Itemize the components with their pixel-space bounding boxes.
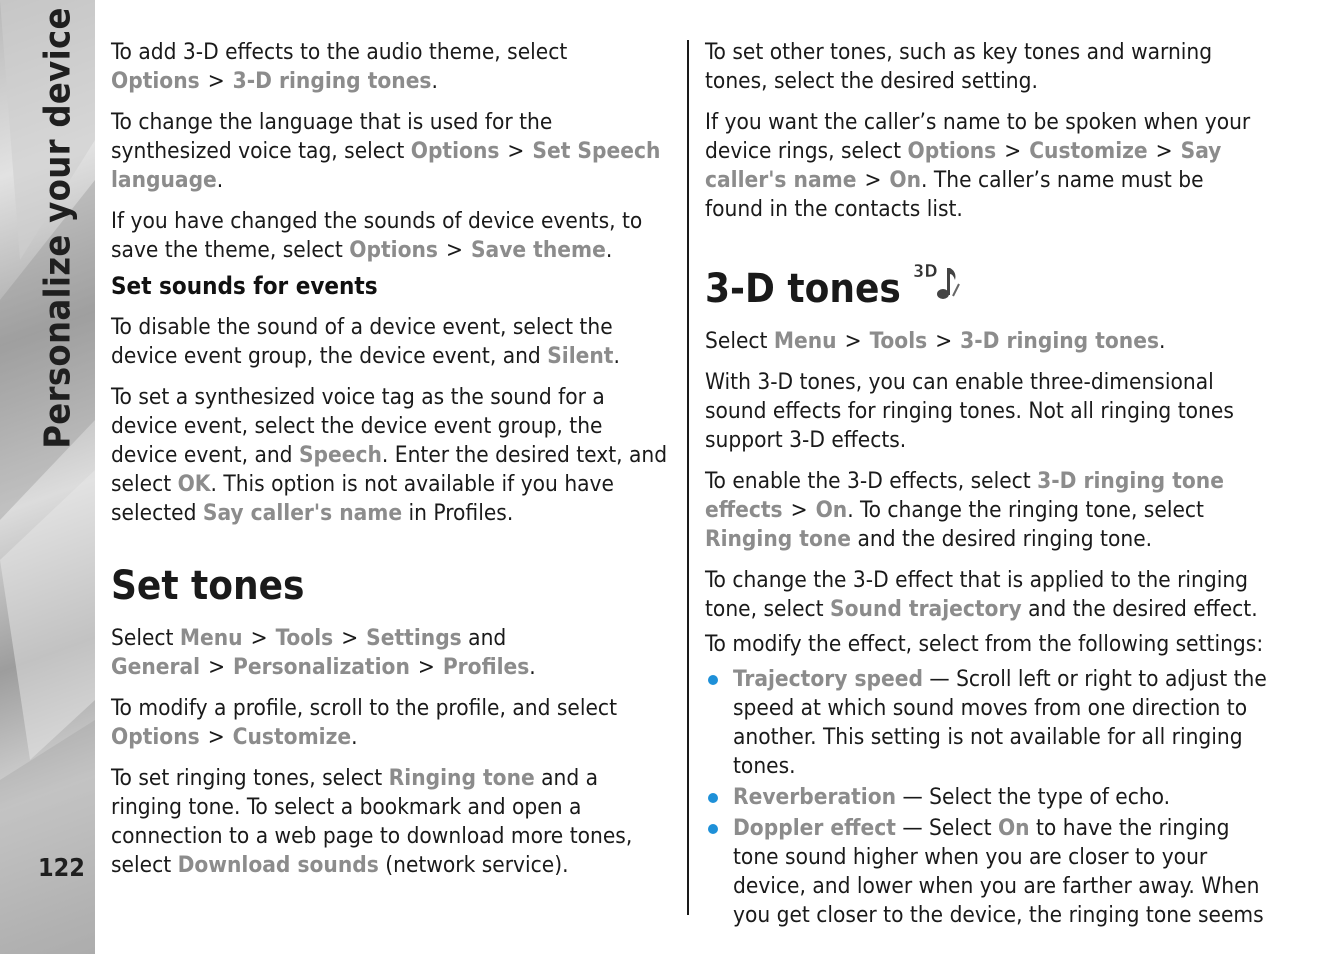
paragraph: Select Menu > Tools > Settings and General > Personalization > Profiles. (111, 625, 536, 680)
page-number: 122 (38, 853, 85, 882)
paragraph: If you have changed the sounds of device events, to save the theme, select Options > Save theme. (111, 208, 643, 263)
list-item: Reverberation — Select the type of echo. (705, 783, 1267, 812)
left-column (111, 38, 673, 892)
list-item: Trajectory speed — Scroll left or right to adjust the speed at which sound moves from one direction to another. This setting is not available for all ringing tones. (705, 665, 1267, 781)
paragraph: To modify a profile, scroll to the profile, and select Options > Customize. (111, 695, 617, 750)
paragraph: Select Menu > Tools > 3-D ringing tones. (705, 328, 1166, 354)
3d-tone-icon (913, 258, 961, 306)
paragraph: To add 3-D effects to the audio theme, select Options > 3-D ringing tones. (111, 39, 568, 94)
section-title: Personalize your device (37, 7, 79, 449)
paragraph: To disable the sound of a device event, select the device event group, the device event, and Silent. (111, 314, 620, 369)
heading-3d-tones (705, 258, 1267, 313)
paragraph: To enable the 3-D effects, select 3-D ringing tone effects > On. To change the ringing tone, select Ringing tone and the desired ringing tone. (705, 468, 1224, 552)
paragraph: If you want the caller’s name to be spoken when your device rings, select Options > Customize > Say caller's name > On. The caller’s name must be found in the contacts list. (705, 109, 1251, 222)
column-divider (687, 40, 689, 915)
paragraph: To set ringing tones, select Ringing tone and a ringing tone. To select a bookmark and open a connection to a web page to download more tones, select Download sounds (network service). (111, 765, 633, 878)
paragraph: To change the 3-D effect that is applied to the ringing tone, select Sound trajectory and the desired effect. (705, 567, 1258, 622)
settings-list (705, 665, 1267, 930)
paragraph: To modify the effect, select from the following settings: (705, 631, 1264, 657)
paragraph: With 3-D tones, you can enable three-dimensional sound effects for ringing tones. Not all ringing tones support 3-D effects. (705, 369, 1234, 453)
paragraph: To set other tones, such as key tones and warning tones, select the desired setting. (705, 39, 1213, 94)
paragraph: To change the language that is used for the synthesized voice tag, select Options > Set Speech language. (111, 109, 661, 193)
heading-set-tones: Set tones (111, 563, 305, 609)
svg-text:3D: 3D (912, 261, 938, 282)
paragraph: To set a synthesized voice tag as the sound for a device event, select the device event group, the device event, and Speech. Enter the desired text, and select OK. This option is not available if you have selected Say caller's name in Profiles. (111, 384, 668, 526)
side-banner (0, 0, 95, 954)
heading-3d-tones-text: 3-D tones (705, 266, 901, 312)
list-item: Doppler effect — Select On to have the ringing tone sound higher when you are closer to your device, and lower when you are farther away. When you get closer to the device, the ringing tone seems (705, 814, 1267, 930)
subheading-events: Set sounds for events (111, 272, 378, 300)
right-column (705, 38, 1267, 932)
